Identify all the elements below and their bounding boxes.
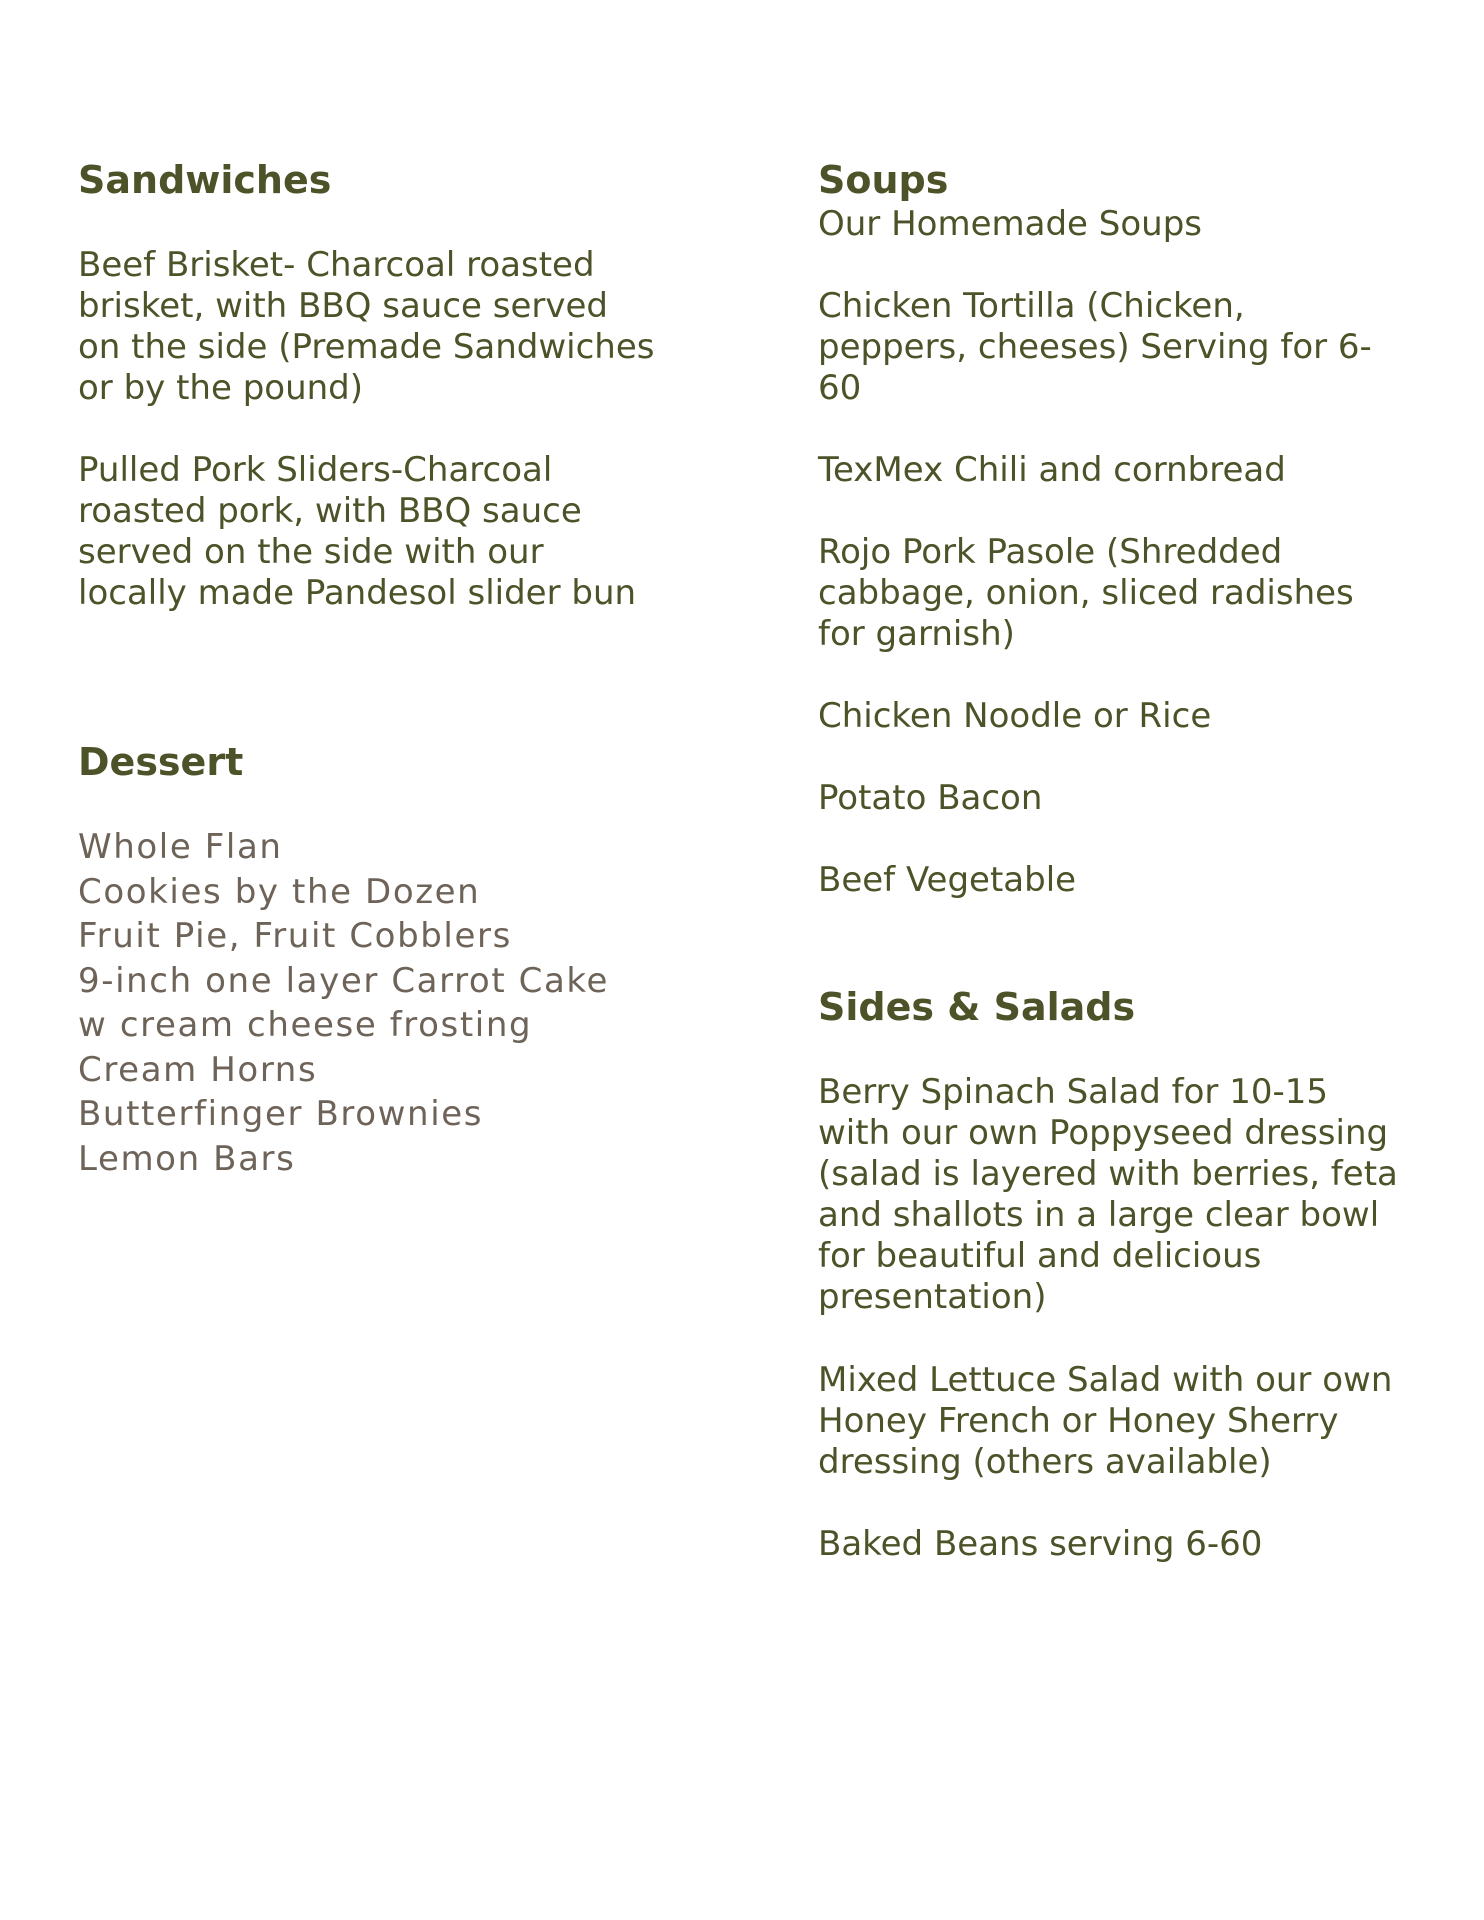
menu-item-texmex-chili — [818, 450, 1286, 491]
menu-item-pulled-pork-sliders — [78, 450, 636, 614]
item-line: served on the side with our — [78, 532, 544, 572]
item-line: brisket, with BBQ sauce served — [78, 286, 608, 326]
list-item: Cream Horns — [78, 1049, 318, 1090]
menu-item-rojo-pork-pasole — [818, 532, 1354, 655]
dessert-heading: Dessert — [78, 740, 244, 784]
menu-item-mixed-lettuce-salad — [818, 1360, 1392, 1483]
item-line: Chicken Noodle or Rice — [818, 696, 1212, 736]
item-line: presentation) — [818, 1277, 1047, 1317]
item-line: Rojo Pork Pasole (Shredded — [818, 532, 1283, 572]
list-item: 9-inch one layer Carrot Cake — [78, 960, 610, 1001]
soups-subheading — [818, 204, 1202, 245]
item-line: Potato Bacon — [818, 778, 1043, 818]
item-line: Beef Brisket- Charcoal roasted — [78, 245, 595, 285]
menu-item-beef-vegetable — [818, 860, 1076, 901]
item-line: or by the pound) — [78, 368, 364, 408]
soups-subheading-text: Our Homemade Soups — [818, 204, 1202, 244]
item-line: Chicken Tortilla (Chicken, — [818, 286, 1245, 326]
item-line: for garnish) — [818, 614, 1015, 654]
list-item: Lemon Bars — [78, 1138, 296, 1179]
item-line: Honey French or Honey Sherry — [818, 1401, 1339, 1441]
soups-heading: Soups — [818, 158, 949, 202]
item-line: cabbage, onion, sliced radishes — [818, 573, 1354, 613]
item-line: Baked Beans serving 6-60 — [818, 1524, 1263, 1564]
sandwiches-heading: Sandwiches — [78, 158, 332, 202]
menu-item-potato-bacon — [818, 778, 1042, 819]
sides-salads-heading: Sides & Salads — [818, 985, 1136, 1029]
item-line: TexMex Chili and cornbread — [818, 450, 1286, 490]
item-line: locally made Pandesol slider bun — [78, 573, 637, 613]
item-line: dressing (others available) — [818, 1442, 1272, 1482]
item-line: peppers, cheeses) Serving for 6- — [818, 327, 1372, 367]
item-line: 60 — [818, 368, 862, 408]
list-item: Fruit Pie, Fruit Cobblers — [78, 916, 512, 956]
list-item: w cream cheese frosting — [78, 1005, 533, 1045]
dessert-list — [78, 825, 609, 1181]
item-line: with our own Poppyseed dressing — [818, 1113, 1389, 1153]
menu-item-baked-beans — [818, 1524, 1262, 1565]
item-line: Beef Vegetable — [818, 860, 1077, 900]
menu-item-beef-brisket — [78, 245, 655, 409]
item-line: roasted pork, with BBQ sauce — [78, 491, 582, 531]
list-item: Whole Flan — [78, 827, 283, 867]
item-line: (salad is layered with berries, feta — [818, 1154, 1398, 1194]
item-line: Mixed Lettuce Salad with our own — [818, 1360, 1393, 1400]
item-line: Pulled Pork Sliders-Charcoal — [78, 450, 553, 490]
list-item: Butterfinger Brownies — [78, 1094, 484, 1134]
menu-item-chicken-noodle — [818, 696, 1211, 737]
menu-item-berry-spinach-salad — [818, 1072, 1398, 1318]
item-line: for beautiful and delicious — [818, 1236, 1262, 1276]
menu-item-chicken-tortilla — [818, 286, 1372, 409]
list-item: Cookies by the Dozen — [78, 871, 481, 912]
item-line: Berry Spinach Salad for 10-15 — [818, 1072, 1329, 1112]
item-line: and shallots in a large clear bowl — [818, 1195, 1380, 1235]
item-line: on the side (Premade Sandwiches — [78, 327, 655, 367]
